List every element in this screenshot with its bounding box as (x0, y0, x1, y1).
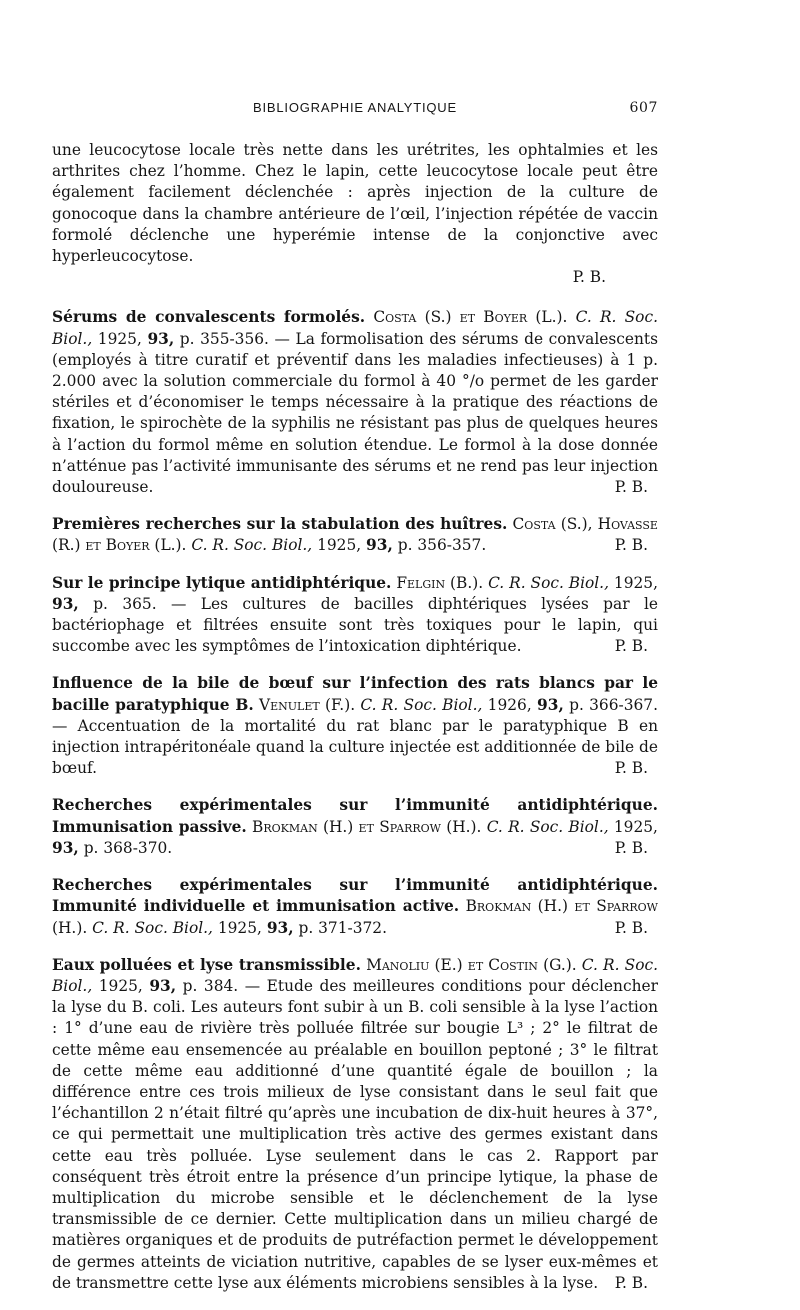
entry-volume: 93, (537, 695, 564, 714)
entry-title: Recherches expérimentales sur l’immunité antidiphtérique. Immunisation passive. (52, 796, 658, 836)
entry-authors: Venulet (F.). (259, 695, 356, 714)
entry-authors: Manoliu (E.) et Costin (G.). (366, 955, 577, 974)
entry-authors: Brokman (H.) et Sparrow (H.). (52, 897, 658, 937)
entry-paragraph (52, 955, 658, 1294)
entry-journal: C. R. Soc. Biol., (52, 955, 658, 995)
entry-volume: 93, (149, 976, 177, 995)
entry-pages: p. 366-367. (569, 695, 658, 714)
entry-volume: 93, (147, 329, 175, 348)
entry-abstract: — Etude des meilleures conditions pour déclencher la lyse du B. coli. Les auteurs font subir à un B. coli sensible à la lyse l’action : 1° d’une eau de rivière très polluée filtrée sur bougie L³ ; 2° le filtrat de cette même eau ensemencée au préalable en bouillon peptoné ; 3° le filtrat de cette même eau additionné d’une quantité égale de bouillon ; la différence entre ces trois milieux de lyse consistant dans le seul fait que l’échantillon 2 n’était filtré qu’après une incubation de dix-huit heures à 37°, ce qui permettait une multiplication très active des germes existant dans cette eau très polluée. Lyse seulement dans le cas 2. Rapport par conséquent très étroit entre la présence d’un principe lytique, la phase de multiplication du microbe sensible et le déclenchement de la lyse transmissible de ce dernier. Cette multiplication dans un milieu chargé de matières organiques et de produits de putréfaction permet le développement de germes atteints de viciation nutritive, capables de se lyser eux-mêmes et de transmettre cette lyse aux éléments microbiens sensibles à la lyse. (52, 976, 658, 1292)
entry-signature: P. B. (614, 637, 648, 656)
entry-volume: 93, (52, 838, 79, 857)
entry-authors: Brokman (H.) et Sparrow (H.). (252, 817, 482, 836)
entry-volume: 93, (52, 594, 79, 613)
entry-volume: 93, (366, 536, 393, 555)
body-text (52, 140, 658, 1294)
bibliography-entry (52, 875, 658, 939)
entry-paragraph (52, 514, 658, 556)
entry-authors: Costa (S.), Hovasse (R.) et Boyer (L.). (52, 515, 658, 555)
entry-pages: p. 368-370. (83, 838, 173, 857)
entry-paragraph (52, 307, 658, 498)
entry-pages: p. 356-357. (397, 536, 487, 555)
entry-journal: C. R. Soc. Biol., (360, 695, 483, 714)
entry-pages: p. 384. (182, 976, 239, 995)
entry-year: 1925, (217, 918, 262, 937)
entry-year: 1925, (98, 976, 143, 995)
entry-signature: P. B. (614, 918, 648, 937)
entry-journal: C. R. Soc. Biol., (191, 536, 313, 555)
entry-journal: C. R. Soc. Biol., (488, 573, 609, 592)
entry-abstract: — La formolisation des sérums de convalescents (employés à titre curatif et préventif dans les maladies infectieuses) à 1 p. 2.000 avec la solution commerciale du formol à 40 °/o permet de les garder stériles et d’économiser le temps nécessaire à la pratique des réactions de fixation, le spirochète de la syphilis ne résistant pas plus de quelques heures à l’action du formol même en solution étendue. Le formol à la dose donnée n’atténue pas l’activité immunisante des sérums et ne rend pas leur injection douloureuse. (52, 329, 658, 497)
entry-abstract: — Accentuation de la mortalité du rat blanc par le paratyphique B en injection intrapéritonéale quand la culture injectée est additionnée de bile de bœuf. (52, 716, 658, 778)
entry-signature: P. B. (572, 268, 606, 287)
running-header (52, 98, 658, 122)
entry-signature: P. B. (614, 838, 648, 857)
entry-year: 1926, (487, 695, 532, 714)
bibliography-entry (52, 307, 658, 498)
entry-title: Eaux polluées et lyse transmissible. (52, 955, 361, 974)
running-title: BIBLIOGRAPHIE ANALYTIQUE (253, 100, 457, 115)
entry-pages: p. 371-372. (298, 918, 387, 937)
entry-journal: C. R. Soc. Biol., (486, 817, 609, 836)
entry-journal: C. R. Soc. Biol., (52, 308, 658, 348)
entry-signature: P. B. (614, 536, 648, 555)
entry-year: 1925, (613, 817, 658, 836)
bibliography-entry (52, 573, 658, 658)
entry-year: 1925, (97, 329, 142, 348)
bibliography-entry (52, 673, 658, 779)
entry-paragraph (52, 573, 658, 658)
entry-year: 1925, (317, 536, 362, 555)
continued-paragraph: une leucocytose locale très nette dans les urétrites, les ophtalmies et les arthrites chez l’homme. Chez le lapin, cette leucocytose locale peut être également facilement déclenchée : après injection de la culture de gonocoque dans la chambre antérieure de l’œil, l’injection répétée de vaccin formolé déclenche une hyperémie intense de la conjonctive avec hyperleucocytose. (52, 141, 658, 266)
entry-signature: P. B. (614, 478, 648, 497)
entry-title: Sur le principe lytique antidiphtérique. (52, 573, 392, 592)
entry-paragraph (52, 795, 658, 859)
entry-title: Sérums de convalescents formolés. (52, 308, 366, 327)
bibliography-entry (52, 795, 658, 859)
entry-year: 1925, (613, 573, 658, 592)
document-page (52, 98, 658, 1310)
page-number: 607 (629, 100, 658, 116)
bibliography-entry (52, 514, 658, 556)
entry-journal: C. R. Soc. Biol., (92, 918, 213, 937)
entry-abstract: — Les cultures de bacilles diphtériques lysées par le bactériophage et filtrées ensuite sont très toxiques pour le lapin, qui succombe avec les symptômes de l’intoxication diphtérique. (52, 594, 658, 656)
bibliography-entry (52, 955, 658, 1294)
entry-volume: 93, (266, 918, 294, 937)
entry-pages: p. 365. (93, 594, 157, 613)
entry-signature: P. B. (614, 759, 648, 778)
entry-paragraph (52, 673, 658, 779)
entry-signature: P. B. (614, 1273, 648, 1292)
entry-title: Premières recherches sur la stabulation des huîtres. (52, 515, 508, 534)
entry-authors: Costa (S.) et Boyer (L.). (373, 308, 568, 327)
entry-paragraph (52, 875, 658, 939)
entry-pages: p. 355-356. (179, 329, 269, 348)
entry-authors: Felgin (B.). (396, 573, 484, 592)
entry-title: Influence de la bile de bœuf sur l’infection des rats blancs par le bacille paratyphique B. (52, 674, 658, 714)
entry-title: Recherches expérimentales sur l’immunité antidiphtérique. Immunité individuelle et immunisation active. (52, 876, 658, 916)
continued-entry (52, 140, 658, 288)
